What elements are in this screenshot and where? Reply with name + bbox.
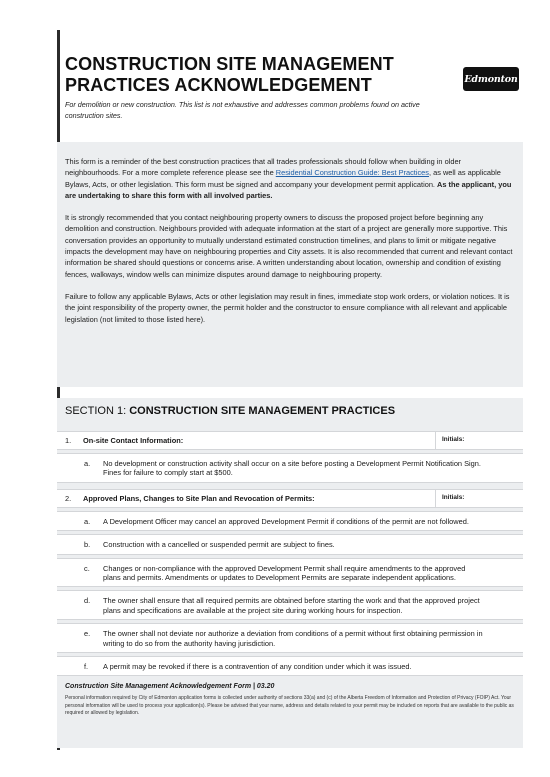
intro-paragraph-3: Failure to follow any applicable Bylaws, Acts or other legislation may result in fines, immediate stop work orders, or violation notices. It is the joint responsibility of the property owner, the permit holder and the constructor to ensure compliance with all relevant and applicable legislation (not limited to those listed here). bbox=[65, 291, 510, 324]
title-line-1: CONSTRUCTION SITE MANAGEMENT bbox=[65, 54, 394, 74]
section-title: CONSTRUCTION SITE MANAGEMENT PRACTICES bbox=[129, 405, 396, 417]
initials-field[interactable] bbox=[435, 432, 524, 449]
item-sub-row bbox=[57, 558, 523, 588]
footer bbox=[57, 683, 523, 725]
section-heading bbox=[65, 405, 395, 418]
initials-field[interactable] bbox=[435, 490, 524, 507]
intro-paragraph-1 bbox=[65, 156, 515, 201]
initials-label: Initials: bbox=[442, 436, 465, 443]
intro-paragraph-2: It is strongly recommended that you contact neighbouring property owners to discuss the proposed project before beginning any demolition and construction. Neighbours provided with adequate information at the start of a project are generally more supportive. This conversation provides an opportunity to mutually understand estimated construction timelines, and plans to limit or mitigate negative impacts the development may have on neighbouring properties and City assets. It is also recommended that current and relevant contact information be shared should questions or concerns arise. A written understanding about location, ownership and condition of existing fences, walkways, window wells can minimize disputes around damage to neighbouring property. bbox=[65, 213, 513, 279]
residential-guide-link[interactable]: Residential Construction Guide: Best Practices bbox=[275, 168, 429, 178]
page-subtitle: For demolition or new construction. This list is not exhaustive and addresses common problems found on active construction sites. bbox=[65, 100, 420, 120]
sub-text: No development or construction activity shall occur on a site before posting a Development Permit Notification Sign. Fines for failure to comply start at $500. bbox=[103, 459, 481, 478]
sub-letter: a. bbox=[84, 516, 91, 526]
sub-letter: c. bbox=[84, 563, 90, 573]
item-heading: On-site Contact Information: bbox=[83, 436, 184, 445]
item-heading-row bbox=[57, 431, 523, 450]
sub-text: The owner shall ensure that all required permits are obtained before starting the work and that the approved project plans and specifications are available at the project site during working hours for inspection. bbox=[103, 596, 480, 615]
item-sub-row bbox=[57, 453, 523, 483]
intro-text bbox=[65, 156, 515, 336]
item-heading: Approved Plans, Changes to Site Plan and Revocation of Permits: bbox=[83, 493, 315, 503]
sub-text: Construction with a cancelled or suspended permit are subject to fines. bbox=[103, 540, 335, 550]
item-heading-row bbox=[57, 489, 523, 508]
logo-text: Edmonton bbox=[464, 73, 518, 85]
page-title bbox=[65, 54, 445, 96]
item-sub-row bbox=[57, 534, 523, 554]
intro-p1-bold: As the applicant, you are undertaking to share this form with all involved parties. bbox=[65, 179, 512, 200]
footer-privacy-notice: Personal information required by City of Edmonton application forms is collected under authority of sections 33(a) and (c) of the Alberta Freedom of Information and Protection of Privacy (FOIP) Act. Your personal information will be used to process your application(s). Please be advised that your name, address and details related to your permit may be included on reports that are available to the public as required or allowed by legislation. bbox=[65, 695, 514, 717]
sub-letter: b. bbox=[84, 540, 91, 550]
item-sub-row bbox=[57, 623, 523, 653]
intro-p1-text: This form is a reminder of the best construction practices that all trades professionals should follow when building in older neighbourhoods. For a more complete reference please see the bbox=[65, 157, 462, 178]
sub-text: The owner shall not deviate nor authorize a deviation from conditions of a permit without first obtaining permission in writing to do so from the authority having jurisdiction. bbox=[103, 629, 483, 648]
edmonton-logo bbox=[463, 67, 519, 91]
item-sub-row bbox=[57, 590, 523, 620]
item-number: 2. bbox=[65, 493, 72, 503]
footer-form-title: Construction Site Management Acknowledgement Form | 03.20 bbox=[65, 683, 275, 690]
sub-letter: a. bbox=[84, 459, 91, 468]
title-line-2: PRACTICES ACKNOWLEDGEMENT bbox=[65, 75, 372, 95]
sub-text: A Development Officer may cancel an approved Development Permit if conditions of the permit are not followed. bbox=[103, 516, 469, 526]
sub-letter: e. bbox=[84, 629, 91, 639]
item-sub-row bbox=[57, 511, 523, 531]
sub-text: Changes or non-compliance with the approved Development Permit shall require amendments to the approved plans and permits. Amendments or updates to Development Permits are separate independent applications. bbox=[103, 563, 466, 583]
item-number: 1. bbox=[65, 436, 72, 445]
sub-letter: f. bbox=[84, 662, 89, 672]
practice-items bbox=[57, 426, 523, 676]
section-label: SECTION 1: bbox=[65, 405, 130, 417]
sub-letter: d. bbox=[84, 596, 91, 606]
intro-p1-text-2: , as well as applicable Bylaws, Acts, or other legislation. This form must be signed and accompany your development permit application. bbox=[65, 168, 501, 189]
item-sub-row bbox=[57, 656, 523, 676]
sub-text: A permit may be revoked if there is a contravention of any condition under which it was issued. bbox=[103, 662, 412, 672]
initials-label: Initials: bbox=[442, 493, 465, 501]
